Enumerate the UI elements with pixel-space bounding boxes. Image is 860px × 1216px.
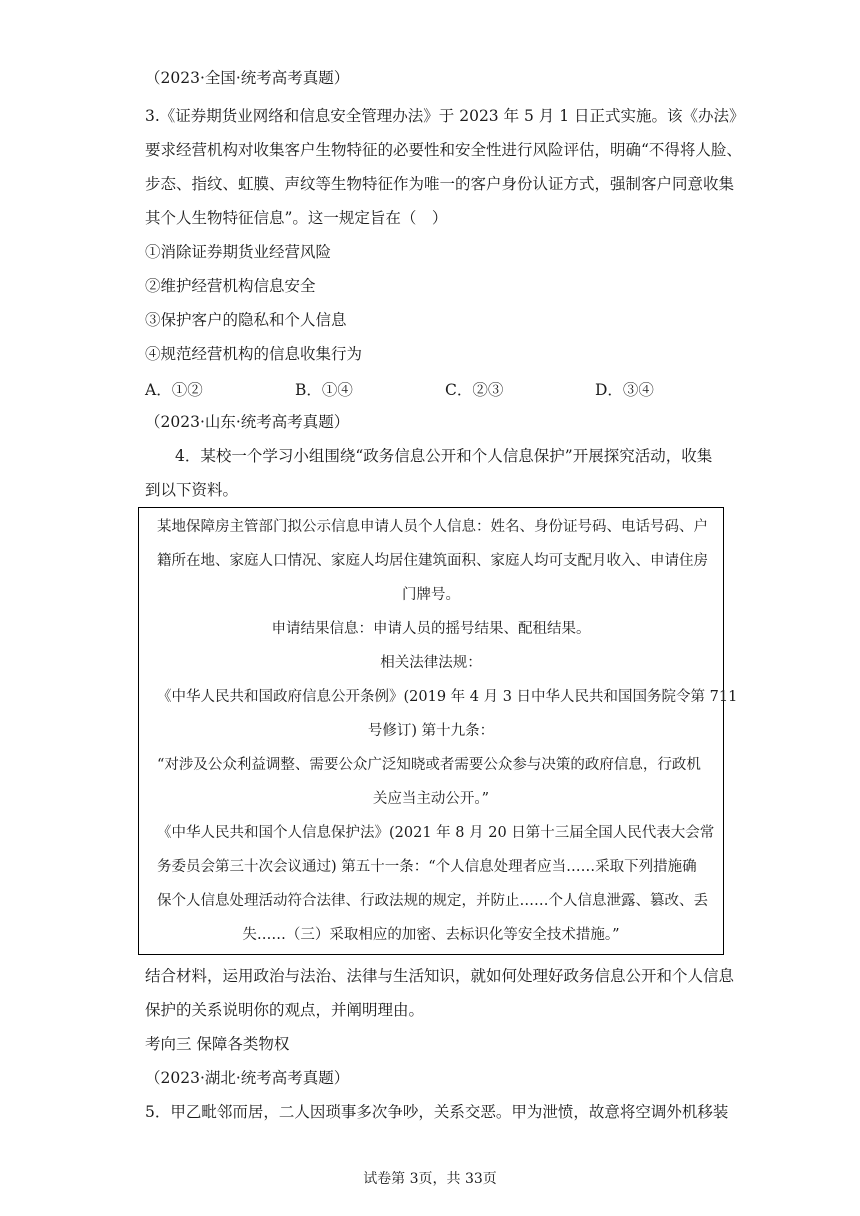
- q3-item-2: ②维护经营机构信息安全: [145, 277, 316, 295]
- q4-material-box: [138, 507, 738, 955]
- q3-option-a[interactable]: A．①②: [145, 381, 203, 399]
- material-line: 申请结果信息：申请人员的摇号结果、配租结果。: [271, 621, 591, 637]
- q4-question-line-2: 保护的关系说明你的观点，并阐明理由。: [145, 1001, 425, 1019]
- q3-stem-line-4: 其个人生物特征信息”。这一规定旨在（ ）: [145, 209, 448, 227]
- material-line: 号修订) 第十九条：: [367, 723, 495, 739]
- q3-source: （2023·全国·统考高考真题）: [145, 69, 350, 87]
- q4-question-line-1: 结合材料，运用政治与法治、法律与生活知识，就如何处理好政务信息公开和个人信息: [145, 967, 735, 985]
- q5-source: （2023·湖北·统考高考真题）: [145, 1069, 350, 1087]
- q3-stem-line-2: 要求经营机构对收集客户生物特征的必要性和安全性进行风险评估，明确“不得将人脸、: [145, 141, 742, 159]
- q4-stem-line-1: 4．某校一个学习小组围绕“政务信息公开和个人信息保护”开展探究活动，收集: [175, 447, 713, 465]
- q3-options: [145, 378, 705, 398]
- material-line: 籍所在地、家庭人口情况、家庭人均居住建筑面积、家庭人均可支配月收入、申请住房: [157, 553, 708, 569]
- material-line: 保个人信息处理活动符合法律、行政法规的规定，并防止……个人信息泄露、篡改、丢: [157, 893, 708, 909]
- material-line: 关应当主动公开。”: [372, 791, 490, 807]
- q3-option-b[interactable]: B．①④: [295, 381, 353, 399]
- section-heading: 考向三 保障各类物权: [145, 1035, 290, 1053]
- page-footer: 试卷第 3页，共 33页: [363, 1171, 497, 1187]
- q3-item-3: ③保护客户的隐私和个人信息: [145, 311, 347, 329]
- q3-item-1: ①消除证券期货业经营风险: [145, 243, 332, 261]
- material-line: 失……（三）采取相应的加密、去标识化等安全技术措施。”: [242, 927, 620, 943]
- q4-stem-line-2: 到以下资料。: [145, 481, 239, 499]
- q3-stem-line-1: 3.《证券期货业网络和信息安全管理办法》于 2023 年 5 月 1 日正式实施。该《办法》: [145, 107, 745, 125]
- material-line: “对涉及公众利益调整、需要公众广泛知晓或者需要公众参与决策的政府信息，行政机: [157, 757, 701, 773]
- material-line: 相关法律法规：: [380, 655, 482, 671]
- q5-stem-line-1: 5．甲乙毗邻而居，二人因琐事多次争吵，关系交恶。甲为泄愤，故意将空调外机移装: [145, 1103, 729, 1121]
- q3-stem-line-3: 步态、指纹、虹膜、声纹等生物特征作为唯一的客户身份认证方式，强制客户同意收集: [145, 175, 735, 193]
- q3-item-4: ④规范经营机构的信息收集行为: [145, 345, 363, 363]
- material-line: 务委员会第三十次会议通过) 第五十一条：“个人信息处理者应当……采取下列措施确: [157, 859, 697, 875]
- material-line: 《中华人民共和国个人信息保护法》(2021 年 8 月 20 日第十三届全国人民代表大会常: [157, 825, 715, 841]
- q3-option-d[interactable]: D．③④: [595, 381, 654, 399]
- material-line: 某地保障房主管部门拟公示信息申请人员个人信息：姓名、身份证号码、电话号码、户: [157, 519, 708, 535]
- q3-option-c[interactable]: C．②③: [445, 381, 504, 399]
- q4-source: （2023·山东·统考高考真题）: [145, 413, 350, 431]
- material-line: 《中华人民共和国政府信息公开条例》(2019 年 4 月 3 日中华人民共和国国务院令第 711: [157, 689, 738, 705]
- material-line: 门牌号。: [402, 587, 460, 603]
